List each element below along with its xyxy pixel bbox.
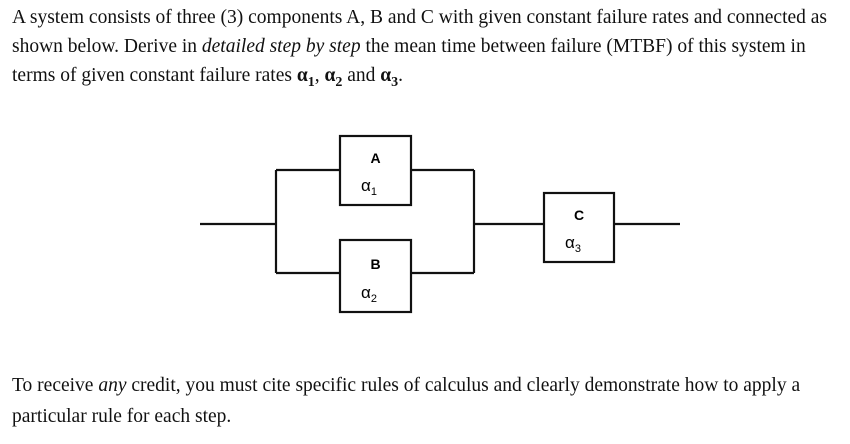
block-b-rate: $\alpha_2$ [361,283,377,305]
intro-text-part2: the mean time between failure (MTBF) of this system in terms of given constant failure rates [12,36,806,86]
rate-alpha3: $\alpha_3$ [380,65,399,90]
footer-text-part1: To receive [12,375,99,396]
intro-emphasis: detailed step by step [201,36,361,57]
block-a-rate: $\alpha_1$ [361,176,377,198]
intro-separator-1: , [314,65,325,86]
intro-text-part1: A system consists of three (3) components A, B and C with given constant failure rates and connected as shown below. Derive in [12,7,828,57]
intro-separator-2: and [342,65,381,86]
footer-text-part2: credit, you must cite specific rules of calculus and clearly demonstrate how to apply a particular rule for each step. [12,375,801,427]
rate-alpha2: $\alpha_2$ [324,65,343,90]
intro-end: . [398,65,404,86]
block-c-name: C [573,207,585,223]
block-b-name: B [370,256,381,272]
block-c-rate: $\alpha_3$ [565,233,581,255]
footer-emphasis: any [98,375,127,396]
credit-instructions [12,370,842,432]
block-a-name: A [370,150,381,166]
rate-alpha1: $\alpha_1$ [296,65,315,90]
